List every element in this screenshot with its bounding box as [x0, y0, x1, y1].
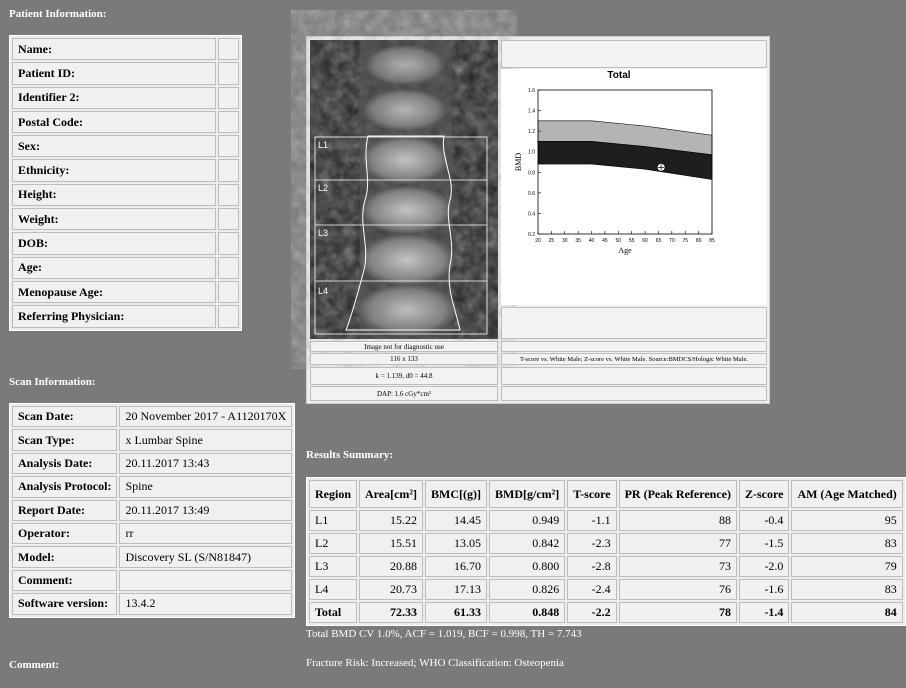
patient-field-value — [218, 184, 239, 206]
patient-field-value — [218, 232, 239, 254]
results-header: BMC[(g)] — [425, 480, 487, 508]
results-cell: L2 — [309, 533, 357, 554]
results-cell: L3 — [309, 556, 357, 577]
patient-row — [12, 38, 239, 60]
results-header: PR (Peak Reference) — [619, 480, 737, 508]
results-cell: L1 — [309, 510, 357, 531]
x-tick-label: 30 — [561, 238, 568, 244]
y-tick-label: 0.6 — [528, 190, 535, 197]
results-cell: 77 — [619, 533, 737, 554]
scan-field-label: Scan Date: — [12, 406, 117, 427]
results-cell: 13.05 — [425, 533, 487, 554]
results-cell: -1.1 — [567, 510, 616, 531]
results-cell: -2.2 — [567, 602, 616, 623]
patient-field-value — [218, 257, 239, 279]
results-cell: 20.88 — [359, 556, 423, 577]
results-summary-title: Results Summary: — [306, 449, 394, 461]
scan-row — [12, 570, 292, 591]
cv-line: Total BMD CV 1.0%, ACF = 1.019, BCF = 0.998, TH = 7.743 — [306, 628, 582, 640]
patient-row — [12, 184, 239, 206]
patient-info-table — [9, 35, 242, 331]
bmd-reference-chart — [501, 69, 767, 305]
patient-field-label: Name: — [12, 38, 216, 60]
x-tick-label: 25 — [548, 238, 555, 244]
spine-scan-image — [310, 40, 498, 339]
info-empty-2 — [501, 367, 767, 385]
results-header: Region — [309, 480, 357, 508]
scan-field-value: Discovery SL (S/N81847) — [119, 546, 292, 567]
results-cell: 95 — [791, 510, 902, 531]
patient-row — [12, 135, 239, 157]
y-tick-label: 0.4 — [528, 211, 535, 218]
chart-xlabel: Age — [618, 246, 632, 255]
fracture-risk-line: Fracture Risk: Increased; WHO Classification: Osteopenia — [306, 657, 564, 669]
vertebra-label-l2: L2 — [318, 183, 329, 193]
scan-field-label: Report Date: — [12, 500, 117, 521]
x-tick-label: 35 — [575, 238, 581, 244]
scan-field-value: Spine — [119, 476, 292, 497]
scan-field-label: Software version: — [12, 593, 117, 614]
patient-field-label: Weight: — [12, 208, 216, 230]
results-cell: -1.4 — [739, 602, 789, 623]
patient-row — [12, 111, 239, 133]
scan-field-label: Analysis Protocol: — [12, 476, 117, 497]
reference-source-note: T-score vs. White Male; Z-score vs. White Male. Source:BMDCS/Hologic White Male. — [501, 353, 767, 365]
results-cell: 0.800 — [489, 556, 565, 577]
patient-row — [12, 305, 239, 327]
x-tick-label: 65 — [655, 238, 662, 244]
patient-field-value — [218, 38, 239, 60]
scan-row — [12, 593, 292, 614]
results-cell: -2.4 — [567, 579, 616, 600]
patient-row — [12, 87, 239, 109]
scan-field-value: 20.11.2017 13:43 — [119, 453, 292, 474]
results-cell: 14.45 — [425, 510, 487, 531]
scan-field-label: Model: — [12, 546, 117, 567]
patient-field-value — [218, 159, 239, 181]
results-cell: 88 — [619, 510, 737, 531]
scan-row — [12, 429, 292, 450]
results-cell: 72.33 — [359, 602, 423, 623]
results-cell: 0.848 — [489, 602, 565, 623]
not-diagnostic-caption: Image not for diagnostic use — [310, 341, 498, 352]
patient-field-value — [218, 208, 239, 230]
scan-field-value — [119, 570, 292, 591]
results-cell: 0.949 — [489, 510, 565, 531]
results-cell: 83 — [791, 579, 902, 600]
scan-row — [12, 523, 292, 544]
results-row — [309, 556, 903, 577]
x-tick-label: 40 — [588, 238, 595, 244]
patient-row — [12, 208, 239, 230]
results-cell: 0.842 — [489, 533, 565, 554]
vertebra-label-l4: L4 — [318, 286, 329, 296]
y-tick-label: 1.0 — [528, 149, 535, 156]
results-header: AM (Age Matched) — [791, 480, 902, 508]
scan-field-value: rr — [119, 523, 292, 544]
scan-field-label: Analysis Date: — [12, 453, 117, 474]
scan-field-label: Scan Type: — [12, 429, 117, 450]
results-cell: 84 — [791, 602, 902, 623]
scan-info-table — [9, 403, 295, 618]
scan-field-value: 20.11.2017 13:49 — [119, 500, 292, 521]
y-tick-label: 1.6 — [528, 88, 535, 94]
x-tick-label: 85 — [709, 238, 715, 244]
results-cell: -2.3 — [567, 533, 616, 554]
results-cell: Total — [309, 602, 357, 623]
results-cell: 83 — [791, 533, 902, 554]
chart-footer-cell — [501, 307, 767, 339]
results-cell: 0.826 — [489, 579, 565, 600]
scan-image-panel — [306, 36, 770, 404]
patient-field-value — [218, 62, 239, 84]
patient-field-label: DOB: — [12, 232, 216, 254]
patient-row — [12, 159, 239, 181]
results-cell: L4 — [309, 579, 357, 600]
patient-row — [12, 62, 239, 84]
patient-field-label: Identifier 2: — [12, 87, 216, 109]
results-cell: -1.5 — [739, 533, 789, 554]
scan-row — [12, 546, 292, 567]
x-tick-label: 70 — [669, 238, 675, 244]
patient-row — [12, 281, 239, 303]
results-header: BMD[g/cm²] — [489, 480, 565, 508]
vertebra-label-l1: L1 — [318, 140, 329, 150]
results-row — [309, 510, 903, 531]
y-tick-label: 1.2 — [528, 129, 535, 136]
scan-row — [12, 406, 292, 427]
results-cell: 15.22 — [359, 510, 423, 531]
chart-ylabel: BMD — [514, 152, 523, 172]
results-cell: -0.4 — [739, 510, 789, 531]
results-header: T-score — [567, 480, 616, 508]
scan-row — [12, 476, 292, 497]
patient-field-label: Ethnicity: — [12, 159, 216, 181]
results-row — [309, 579, 903, 600]
vertebra-label-l3: L3 — [318, 228, 329, 238]
comment-title: Comment: — [9, 659, 60, 671]
results-cell: 20.73 — [359, 579, 423, 600]
chart-title: Total — [607, 70, 631, 81]
patient-field-value — [218, 281, 239, 303]
results-table — [306, 477, 906, 626]
patient-info-title: Patient Information: — [9, 8, 107, 20]
results-cell: 79 — [791, 556, 902, 577]
y-tick-label: 1.4 — [528, 108, 535, 115]
results-cell: -1.6 — [739, 579, 789, 600]
patient-row — [12, 257, 239, 279]
chart-header-cell — [501, 40, 767, 68]
x-tick-label: 45 — [602, 238, 608, 244]
x-tick-label: 60 — [642, 238, 648, 244]
scan-field-value: x Lumbar Spine — [119, 429, 292, 450]
results-cell: 78 — [619, 602, 737, 623]
results-header: Z-score — [739, 480, 789, 508]
scan-row — [12, 500, 292, 521]
y-tick-label: 0.2 — [528, 232, 535, 238]
patient-field-label: Height: — [12, 184, 216, 206]
results-cell: 61.33 — [425, 602, 487, 623]
patient-field-label: Menopause Age: — [12, 281, 216, 303]
patient-row — [12, 232, 239, 254]
results-cell: 76 — [619, 579, 737, 600]
results-row — [309, 533, 903, 554]
scan-info-title: Scan Information: — [9, 376, 96, 388]
x-tick-label: 20 — [535, 238, 541, 244]
x-tick-label: 75 — [682, 238, 689, 244]
patient-field-value — [218, 87, 239, 109]
patient-field-label: Postal Code: — [12, 111, 216, 133]
results-cell: 17.13 — [425, 579, 487, 600]
k-d0-caption: k = 1.139, d0 = 44.8 — [310, 367, 498, 385]
results-total-row — [309, 602, 903, 623]
patient-field-value — [218, 135, 239, 157]
results-cell: 15.51 — [359, 533, 423, 554]
y-tick-label: 0.8 — [528, 170, 535, 177]
scan-field-label: Operator: — [12, 523, 117, 544]
patient-field-label: Patient ID: — [12, 62, 216, 84]
patient-field-label: Age: — [12, 257, 216, 279]
results-cell: 16.70 — [425, 556, 487, 577]
matrix-size-caption: 116 x 133 — [310, 353, 498, 365]
x-tick-label: 55 — [628, 238, 635, 244]
info-empty-1 — [501, 341, 767, 352]
scan-field-value: 13.4.2 — [119, 593, 292, 614]
results-cell: -2.8 — [567, 556, 616, 577]
dap-caption: DAP: 1.6 cGy*cm² — [310, 386, 498, 401]
scan-row — [12, 453, 292, 474]
x-tick-label: 50 — [615, 238, 622, 244]
scan-field-value: 20 November 2017 - A1120170X — [119, 406, 292, 427]
x-tick-label: 80 — [695, 238, 702, 244]
results-cell: 73 — [619, 556, 737, 577]
results-header: Area[cm²] — [359, 480, 423, 508]
results-cell: -2.0 — [739, 556, 789, 577]
patient-field-value — [218, 305, 239, 327]
patient-field-value — [218, 111, 239, 133]
patient-field-label: Referring Physician: — [12, 305, 216, 327]
patient-field-label: Sex: — [12, 135, 216, 157]
scan-field-label: Comment: — [12, 570, 117, 591]
info-empty-3 — [501, 386, 767, 401]
